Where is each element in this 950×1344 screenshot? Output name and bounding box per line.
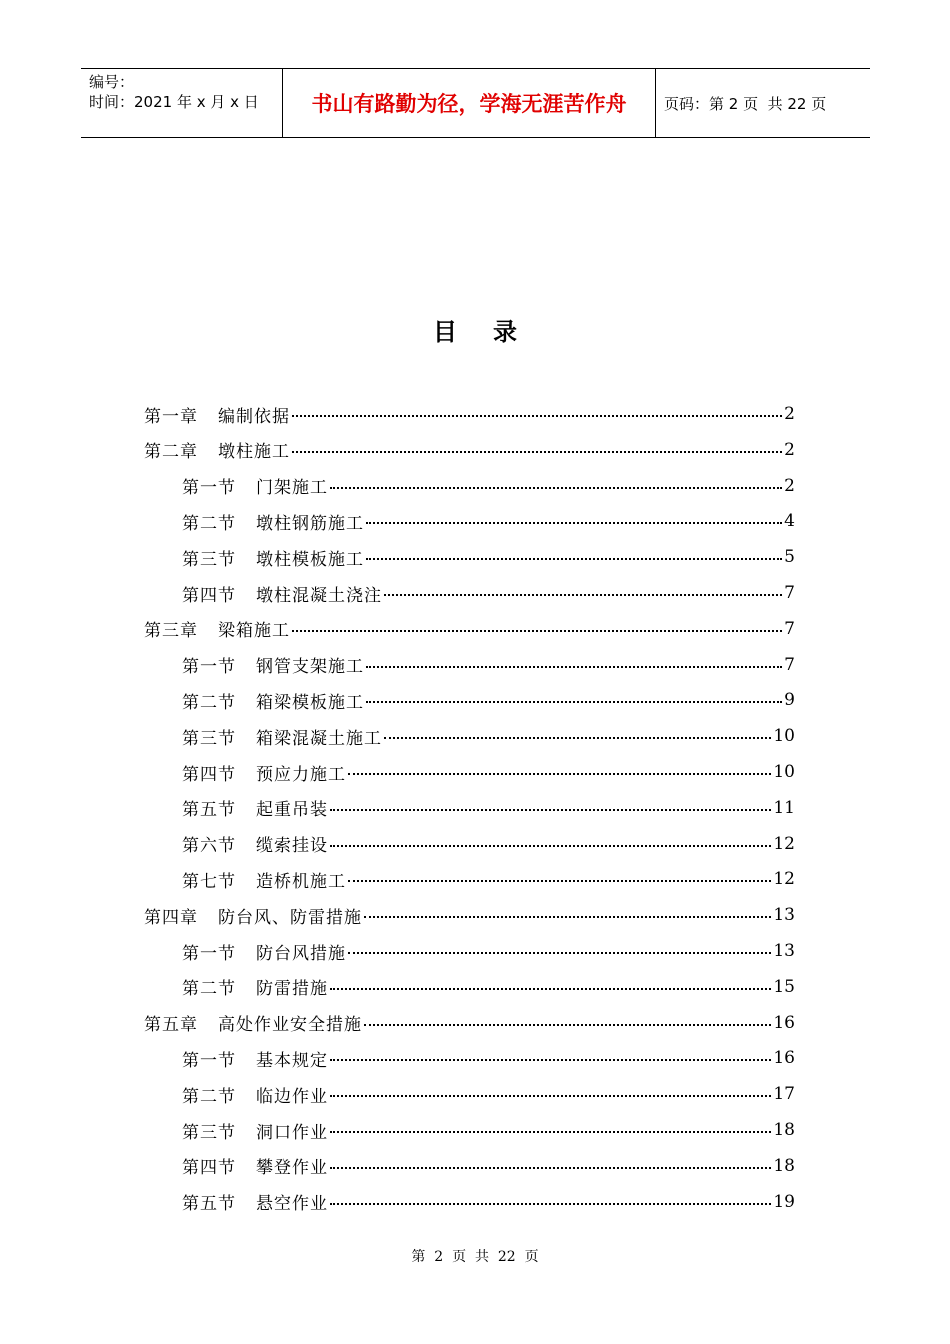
- toc-entry-page: 11: [773, 797, 795, 818]
- toc-entry-number: 第五节: [182, 1194, 236, 1215]
- toc-entry-number: 第二节: [182, 513, 236, 534]
- toc-entry-page: 12: [773, 869, 795, 890]
- toc-entry-page: 19: [773, 1191, 795, 1212]
- page-header: [81, 68, 870, 138]
- toc-entry-title: 起重吊装: [256, 800, 328, 821]
- toc-entry-page: 16: [773, 1048, 795, 1069]
- toc-dot-leader: [348, 773, 771, 775]
- toc-entry[interactable]: [144, 396, 795, 432]
- header-motto: 书山有路勤为径，学海无涯苦作舟: [311, 92, 627, 116]
- toc-dot-leader: [366, 522, 782, 524]
- toc-entry-number: 第一节: [182, 657, 236, 678]
- toc-dot-leader: [384, 737, 771, 739]
- toc-entry-title: 墩柱施工: [218, 442, 290, 463]
- toc-entry[interactable]: [182, 1148, 795, 1184]
- toc-entry-title: 防雷措施: [256, 979, 328, 1000]
- toc-entry[interactable]: [182, 682, 795, 718]
- toc-dot-leader: [330, 1131, 771, 1133]
- toc-entry[interactable]: [182, 1040, 795, 1076]
- toc-dot-leader: [330, 1059, 771, 1061]
- header-page-info: 页码：第 2 页 共 22 页: [664, 94, 827, 113]
- toc-entry[interactable]: [182, 826, 795, 862]
- toc-entry-title: 攀登作业: [256, 1158, 328, 1179]
- toc-entry-page: 13: [773, 905, 795, 926]
- toc-dot-leader: [330, 988, 771, 990]
- toc-entry-number: 第三节: [182, 549, 236, 570]
- toc-entry-number: 第一节: [182, 943, 236, 964]
- toc-entry-title: 基本规定: [256, 1050, 328, 1071]
- toc-entry-page: 16: [773, 1012, 795, 1033]
- toc-entry-title: 预应力施工: [256, 764, 346, 785]
- page-title: 目录: [433, 318, 553, 346]
- toc-entry[interactable]: [182, 647, 795, 683]
- toc-entry-title: 箱梁模板施工: [256, 692, 364, 713]
- toc-dot-leader: [330, 1095, 771, 1097]
- toc-dot-leader: [292, 630, 782, 632]
- toc-entry[interactable]: [182, 1112, 795, 1148]
- toc-entry-title: 洞口作业: [256, 1122, 328, 1143]
- toc-dot-leader: [364, 916, 771, 918]
- toc-entry-title: 钢管支架施工: [256, 657, 364, 678]
- toc-entry[interactable]: [144, 432, 795, 468]
- toc-dot-leader: [348, 952, 771, 954]
- toc-dot-leader: [292, 415, 782, 417]
- toc-entry[interactable]: [182, 539, 795, 575]
- toc-dot-leader: [330, 1203, 771, 1205]
- toc-entry[interactable]: [144, 897, 795, 933]
- toc-entry-title: 编制依据: [218, 406, 290, 427]
- toc-entry[interactable]: [182, 575, 795, 611]
- toc-entry-page: 7: [784, 618, 795, 639]
- toc-entry-title: 墩柱钢筋施工: [256, 513, 364, 534]
- toc-entry-number: 第一节: [182, 1050, 236, 1071]
- toc-entry-number: 第四节: [182, 1158, 236, 1179]
- toc-entry-page: 4: [784, 511, 795, 532]
- toc-entry-number: 第三章: [144, 621, 198, 642]
- toc-entry-page: 15: [773, 976, 795, 997]
- toc-entry-number: 第三节: [182, 1122, 236, 1143]
- toc-entry[interactable]: [182, 503, 795, 539]
- toc-dot-leader: [330, 1167, 771, 1169]
- toc-entry-number: 第三节: [182, 728, 236, 749]
- toc-entry[interactable]: [182, 1076, 795, 1112]
- toc-entry-number: 第四章: [144, 907, 198, 928]
- toc-dot-leader: [366, 666, 782, 668]
- toc-entry-page: 18: [773, 1155, 795, 1176]
- toc-entry-title: 悬空作业: [256, 1194, 328, 1215]
- toc-entry[interactable]: [182, 754, 795, 790]
- toc-entry-page: 2: [784, 439, 795, 460]
- toc-entry-page: 7: [784, 583, 795, 603]
- toc-entry[interactable]: [182, 969, 795, 1005]
- toc-dot-leader: [330, 487, 782, 489]
- toc-entry[interactable]: [182, 933, 795, 969]
- toc-entry-title: 防台风措施: [256, 943, 346, 964]
- serial-label: 编号：: [89, 73, 135, 91]
- toc-entry-title: 墩柱模板施工: [256, 549, 364, 570]
- toc-entry-page: 7: [784, 654, 795, 675]
- toc-entry-page: 5: [784, 547, 795, 568]
- toc-entry-number: 第五章: [144, 1015, 198, 1036]
- toc-entry[interactable]: [182, 718, 795, 754]
- toc-entry-title: 高处作业安全措施: [218, 1015, 362, 1036]
- toc-entry-title: 造桥机施工: [256, 871, 346, 892]
- toc-entry[interactable]: [182, 790, 795, 826]
- toc-entry-title: 临边作业: [256, 1086, 328, 1107]
- toc-entry[interactable]: [182, 468, 795, 504]
- toc-entry-title: 防台风、防雷措施: [218, 907, 362, 928]
- toc-entry-number: 第二节: [182, 979, 236, 1000]
- toc-entry-title: 门架施工: [256, 478, 328, 499]
- toc-entry-title: 缆索挂设: [256, 836, 328, 857]
- toc-entry[interactable]: [144, 1005, 795, 1041]
- toc-dot-leader: [292, 451, 782, 453]
- toc-entry-page: 18: [773, 1120, 795, 1140]
- toc-entry-title: 梁箱施工: [218, 621, 290, 642]
- toc-entry-page: 2: [784, 475, 795, 496]
- header-divider: [655, 69, 656, 137]
- toc-entry-number: 第一节: [182, 478, 236, 499]
- toc-entry-number: 第四节: [182, 585, 236, 606]
- toc-entry-number: 第二节: [182, 692, 236, 713]
- toc-dot-leader: [348, 880, 771, 882]
- toc-entry-page: 2: [784, 404, 795, 424]
- toc-dot-leader: [330, 809, 771, 811]
- toc-entry-page: 12: [773, 833, 795, 854]
- toc-dot-leader: [384, 594, 782, 596]
- toc-entry-page: 9: [784, 690, 795, 711]
- toc-entry-page: 13: [773, 941, 795, 961]
- toc-dot-leader: [366, 558, 782, 560]
- toc-entry-page: 10: [773, 762, 795, 782]
- page-footer: 第 2 页 共 22 页: [411, 1249, 539, 1265]
- toc-entry[interactable]: [182, 861, 795, 897]
- toc-entry[interactable]: [182, 1184, 795, 1220]
- header-meta: [89, 72, 259, 112]
- toc-entry-number: 第二章: [144, 442, 198, 463]
- toc-dot-leader: [364, 1024, 771, 1026]
- toc-dot-leader: [366, 701, 782, 703]
- toc-entry[interactable]: [144, 611, 795, 647]
- toc-entry-page: 17: [773, 1084, 795, 1105]
- toc-entry-title: 箱梁混凝土施工: [256, 728, 382, 749]
- toc-entry-page: 10: [773, 726, 795, 747]
- toc-entry-number: 第六节: [182, 836, 236, 857]
- toc-entry-number: 第五节: [182, 800, 236, 821]
- toc-entry-title: 墩柱混凝土浇注: [256, 585, 382, 606]
- toc-dot-leader: [330, 845, 771, 847]
- toc-entry-number: 第七节: [182, 871, 236, 892]
- toc-entry-number: 第四节: [182, 764, 236, 785]
- toc-entry-number: 第二节: [182, 1086, 236, 1107]
- toc-entry-number: 第一章: [144, 406, 198, 427]
- time-label: 时间：2021 年 x 月 x 日: [89, 93, 259, 111]
